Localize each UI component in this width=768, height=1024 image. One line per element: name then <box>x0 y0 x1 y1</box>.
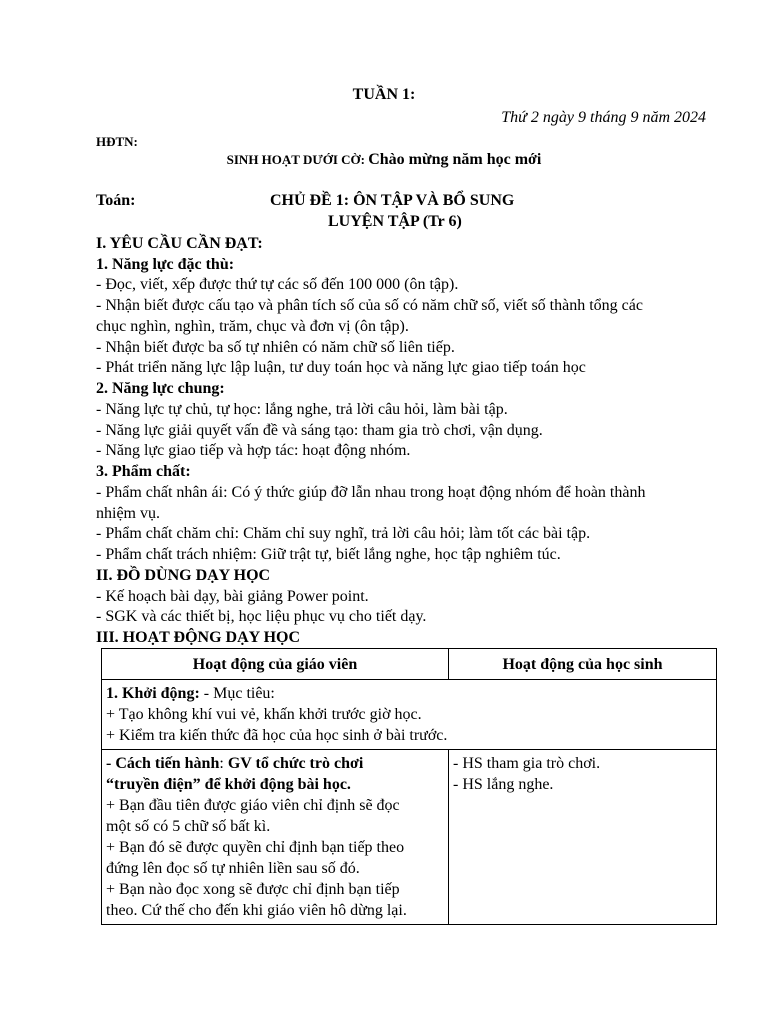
table-row <box>102 750 717 925</box>
text-line: - Phát triển năng lực lập luận, tư duy toán học và năng lực giao tiếp toán học <box>96 359 586 376</box>
section-1-2-title: 2. Năng lực chung: <box>96 380 225 397</box>
text-line: - Nhận biết được ba số tự nhiên có năm chữ số liên tiếp. <box>96 339 455 356</box>
text-line: - Năng lực tự chủ, tự học: lắng nghe, trả lời câu hỏi, làm bài tập. <box>96 401 508 418</box>
activities-table <box>101 648 717 925</box>
warmup-cell <box>102 680 717 750</box>
teacher-activity-cell <box>102 750 449 925</box>
student-activity-cell <box>449 750 717 925</box>
subject-label: Toán: <box>96 192 136 209</box>
assembly-line <box>0 151 768 169</box>
teacher-column-header: Hoạt động của giáo viên <box>102 649 449 680</box>
section-3-title: III. HOẠT ĐỘNG DẠY HỌC <box>96 629 301 646</box>
lesson-title: LUYỆN TẬP (Tr 6) <box>328 213 462 230</box>
lesson-date: Thứ 2 ngày 9 tháng 9 năm 2024 <box>501 109 706 126</box>
text-line: - Năng lực giao tiếp và hợp tác: hoạt động nhóm. <box>96 442 411 459</box>
teacher-line: một số có 5 chữ số bất kì. <box>106 818 271 835</box>
assembly-prefix: SINH HOẠT DƯỚI CỜ: <box>226 152 369 167</box>
week-heading: TUẦN 1: <box>352 86 416 103</box>
warmup-label: 1. Khởi động: <box>106 685 200 702</box>
text-line: - Kế hoạch bài dạy, bài giảng Power point. <box>96 588 369 605</box>
warmup-line: + Tạo không khí vui vẻ, khấn khởi trước giờ học. <box>106 706 422 723</box>
student-column-header: Hoạt động của học sinh <box>449 649 717 680</box>
text-line: - Phẩm chất nhân ái: Có ý thức giúp đỡ lẫn nhau trong hoạt động nhóm để hoàn thành <box>96 484 646 501</box>
method-text: GV tổ chức trò chơi <box>227 755 364 772</box>
section-1-3-title: 3. Phẩm chất: <box>96 463 191 480</box>
table-header-row <box>102 649 717 680</box>
method-colon: : <box>219 755 228 772</box>
teacher-line: + Bạn nào đọc xong sẽ được chỉ định bạn tiếp <box>106 881 400 898</box>
text-line: chục nghìn, nghìn, trăm, chục và đơn vị (ôn tập). <box>96 318 409 335</box>
text-line: nhiệm vụ. <box>96 505 160 522</box>
teacher-line: theo. Cứ thế cho đến khi giáo viên hô dừng lại. <box>106 902 407 919</box>
text-line: - Phẩm chất trách nhiệm: Giữ trật tự, biết lắng nghe, học tập nghiêm túc. <box>96 546 561 563</box>
section-2-title: II. ĐỒ DÙNG DẠY HỌC <box>96 567 271 584</box>
student-line: - HS tham gia trò chơi. <box>453 755 601 772</box>
section-1-title: I. YÊU CẦU CẦN ĐẠT: <box>96 235 263 252</box>
teacher-line: + Bạn đó sẽ được quyền chỉ định bạn tiếp theo <box>106 839 405 856</box>
warmup-line: + Kiểm tra kiến thức đã học của học sinh ở bài trước. <box>106 727 448 744</box>
text-line: - SGK và các thiết bị, học liệu phục vụ cho tiết dạy. <box>96 608 427 625</box>
hdtn-label: HĐTN: <box>96 134 138 149</box>
text-line: - Phẩm chất chăm chỉ: Chăm chỉ suy nghĩ, trả lời câu hỏi; làm tốt các bài tập. <box>96 525 591 542</box>
warmup-goal: - Mục tiêu: <box>199 685 275 702</box>
text-line: - Năng lực giải quyết vấn đề và sáng tạo: tham gia trò chơi, vận dụng. <box>96 422 543 439</box>
method-text: “truyền điện” để khởi động bài học. <box>106 776 351 793</box>
text-line: - Nhận biết được cấu tạo và phân tích số của số có năm chữ số, viết số thành tổng các <box>96 297 643 314</box>
assembly-title: Chào mừng năm học mới <box>368 151 542 168</box>
student-line: - HS lắng nghe. <box>453 776 554 793</box>
section-1-1-title: 1. Năng lực đặc thù: <box>96 256 235 273</box>
text-line: - Đọc, viết, xếp được thứ tự các số đến 100 000 (ôn tập). <box>96 276 459 293</box>
teacher-line: + Bạn đầu tiên được giáo viên chỉ định sẽ đọc <box>106 797 400 814</box>
table-row <box>102 680 717 750</box>
topic-heading: CHỦ ĐỀ 1: ÔN TẬP VÀ BỔ SUNG <box>270 192 515 209</box>
method-label: - Cách tiến hành <box>106 755 220 772</box>
teacher-line: đứng lên đọc số tự nhiên liền sau số đó. <box>106 860 360 877</box>
